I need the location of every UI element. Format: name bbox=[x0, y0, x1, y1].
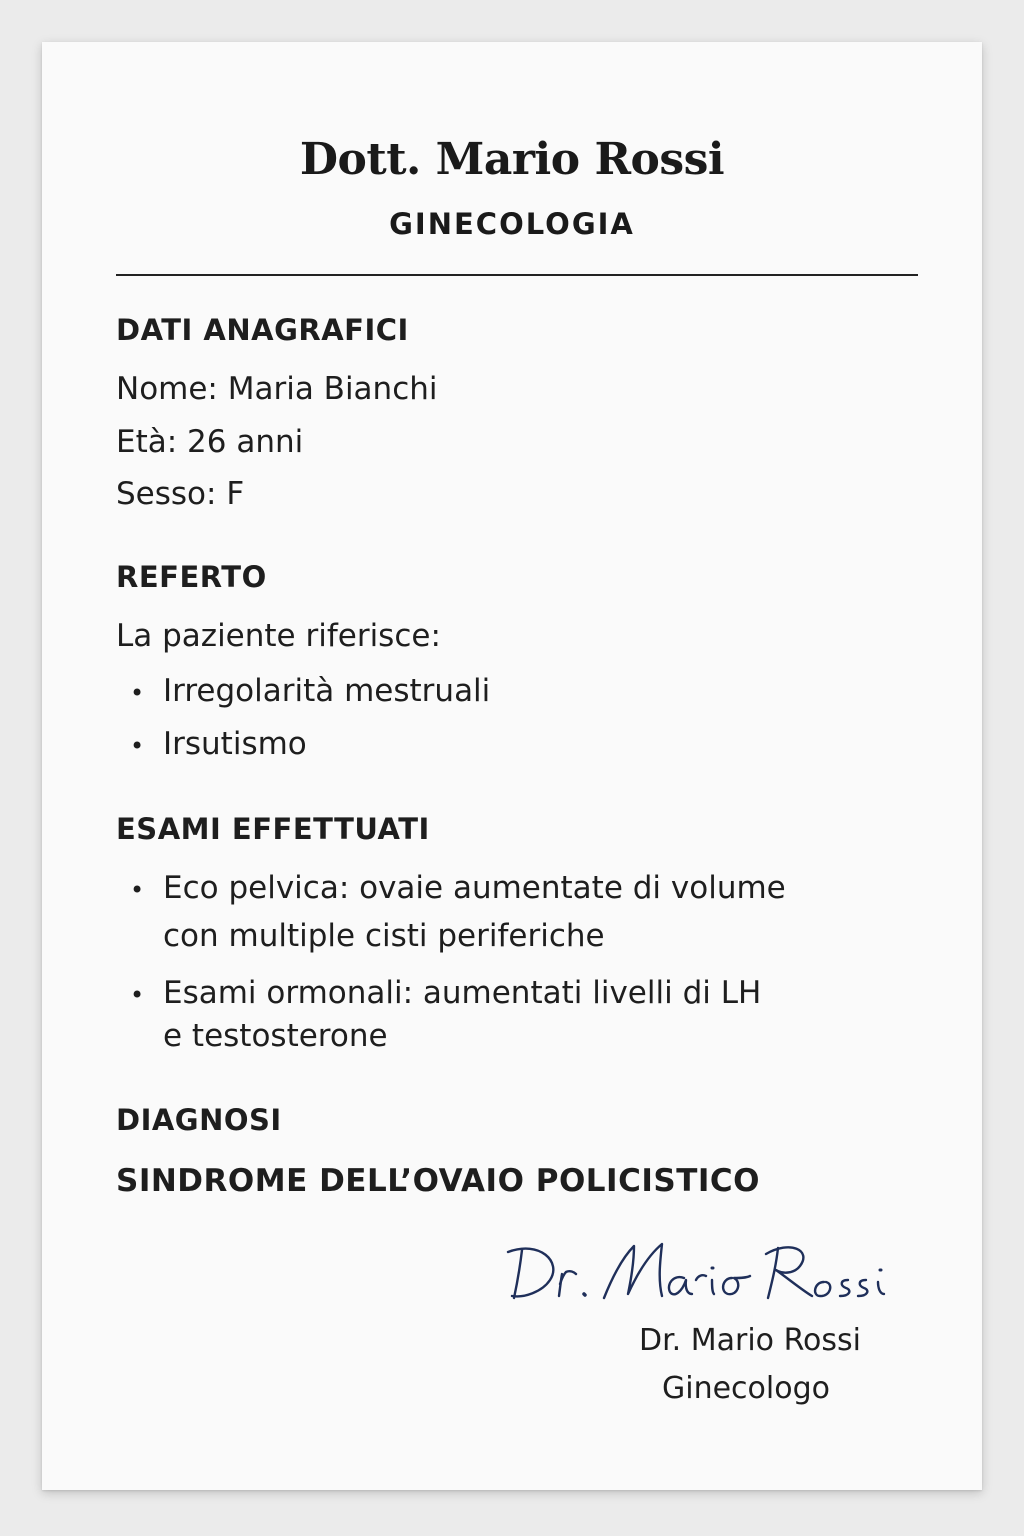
signature-strokes bbox=[508, 1244, 884, 1298]
report-item: Irregolarità mestruali bbox=[163, 673, 491, 709]
exam-item-line: con multiple cisti periferiche bbox=[163, 918, 605, 954]
patient-age: Età: 26 anni bbox=[116, 424, 304, 460]
signer-name: Dr. Mario Rossi bbox=[638, 1323, 862, 1358]
exams-section-title: ESAMI EFFETTUATI bbox=[116, 812, 430, 846]
bullet-icon: • bbox=[130, 679, 145, 707]
specialty: GINECOLOGIA bbox=[389, 207, 635, 241]
bullet-icon: • bbox=[130, 732, 145, 760]
report-section-title: REFERTO bbox=[116, 560, 267, 594]
signer-role: Ginecologo bbox=[662, 1371, 830, 1406]
bullet-icon: • bbox=[130, 876, 145, 904]
patient-sex: Sesso: F bbox=[116, 476, 245, 512]
handwritten-signature bbox=[500, 1222, 900, 1312]
report-item: Irsutismo bbox=[163, 726, 307, 762]
report-intro: La paziente riferisce: bbox=[116, 618, 441, 654]
exam-item-line: e testosterone bbox=[163, 1018, 388, 1054]
patient-section-title: DATI ANAGRAFICI bbox=[116, 313, 409, 347]
patient-name: Nome: Maria Bianchi bbox=[116, 371, 438, 407]
exam-item-line: Esami ormonali: aumentati livelli di LH bbox=[163, 975, 762, 1011]
diagnosis-value: SINDROME DELL’OVAIO POLICISTICO bbox=[116, 1163, 760, 1199]
bullet-icon: • bbox=[130, 981, 145, 1009]
exam-item-line: Eco pelvica: ovaie aumentate di volume bbox=[163, 870, 786, 906]
report-card bbox=[42, 42, 982, 1490]
doctor-name: Dott. Mario Rossi bbox=[299, 134, 725, 185]
diagnosis-section-title: DIAGNOSI bbox=[116, 1103, 282, 1137]
header-divider bbox=[116, 274, 918, 276]
